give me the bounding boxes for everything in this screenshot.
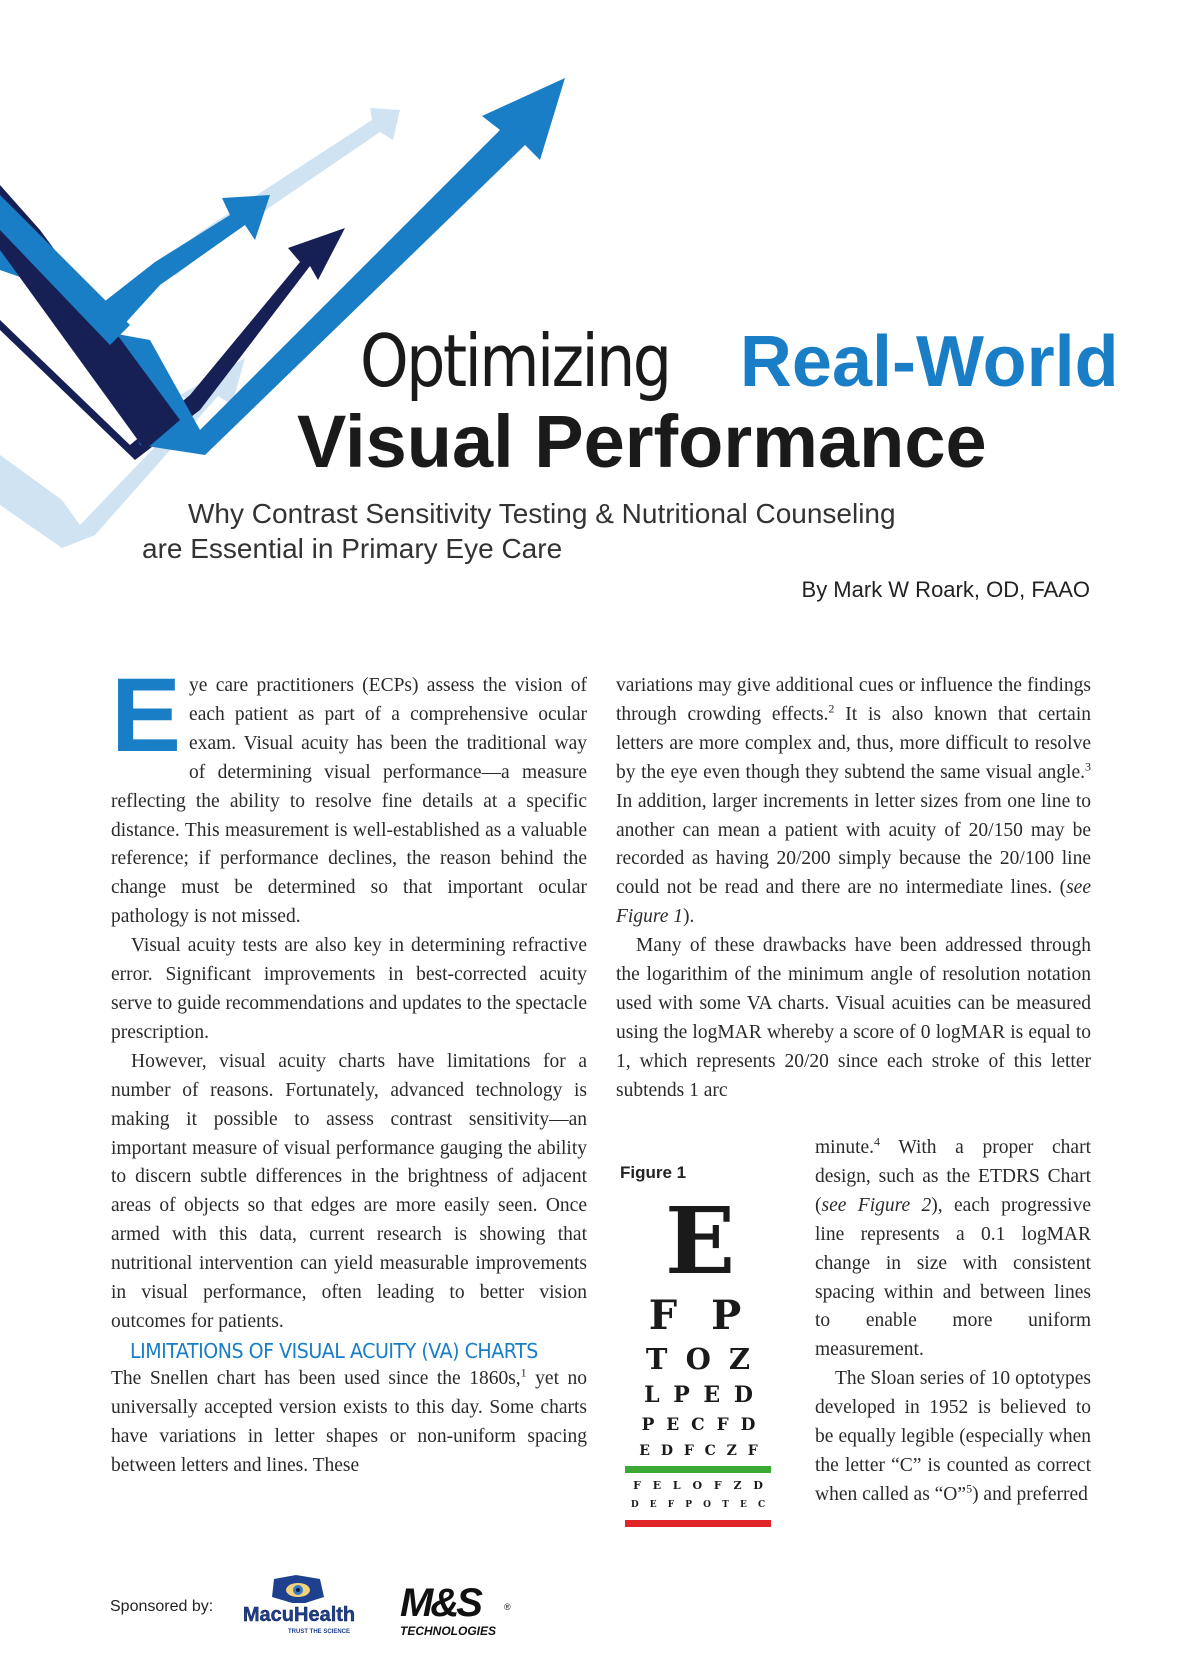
paragraph-1: Eye care practitioners (ECPs) assess the vision of each patient as part of a comprehensive ocular exam. Visual acuity has been the traditional way of determining visual performance—a measure reflecting the ability to resolve fine details at a specific distance. This measurement is well-established as a valuable reference; if performance declines, the reason behind the change must be determined so that important ocular pathology is not missed. <box>111 657 587 928</box>
svg-text:TRUST THE SCIENCE: TRUST THE SCIENCE <box>287 1629 351 1635</box>
svg-text:TECHNOLOGIES: TECHNOLOGIES <box>400 1624 497 1638</box>
snellen-eye-chart <box>620 1187 780 1540</box>
section-heading: LIMITATIONS OF VISUAL ACUITY (VA) CHARTS <box>130 1338 538 1363</box>
figure-label: Figure 1 <box>620 1163 687 1182</box>
svg-text:M&S: M&S <box>400 1581 480 1625</box>
sponsor-label: Sponsored by: <box>110 1598 214 1615</box>
title-dark-word: Optimizing <box>360 319 670 403</box>
chart-green-bar <box>625 1466 771 1473</box>
article-title-line1 <box>360 319 1119 403</box>
subtitle-line2: are Essential in Primary Eye Care <box>142 533 563 564</box>
author-byline: By Mark W Roark, OD, FAAO <box>801 577 1090 602</box>
svg-text:MacuHealth: MacuHealth <box>242 1604 356 1626</box>
chart-row-6: E D F C Z F <box>639 1443 761 1459</box>
drop-cap: E <box>111 657 182 774</box>
chart-row-5: P E C F D <box>641 1415 759 1435</box>
chart-red-bar <box>625 1520 771 1527</box>
chart-row-3: T O Z <box>645 1342 755 1376</box>
chart-row-7: F E L O F Z D <box>633 1479 767 1492</box>
chart-row-8: D E F P O T E C <box>630 1500 770 1510</box>
right-column-top <box>616 672 1091 1106</box>
paragraph-2: Visual acuity tests are also key in determining refractive error. Significant improvements in best-corrected acuity serve to guide recommendations and updates to the spectacle prescription. <box>111 935 587 1043</box>
paragraph-5: variations may give additional cues or influence the findings through crowding effects.$^2$ It is also known that certain letters are more complex and, thus, more difficult to resolve by the eye even though they subtend the same visual angle.$^3$ In addition, larger increments in letter sizes from one line to another can mean a patient with acuity of 20/150 may be recorded as having 20/200 simply because the 20/100 line could not be read and there are no intermediate lines. (see Figure 1). <box>616 675 1091 928</box>
left-column <box>111 657 587 1480</box>
paragraph-3: However, visual acuity charts have limitations for a number of reasons. Fortunately, advanced technology is making it possible to assess contrast sensitivity—an important measure of visual performance gauging the ability to discern subtle differences in the brightness of adjacent areas of objects so that edges are more easily seen. Once armed with this data, current research is showing that nutritional intervention can yield measurable improvements in visual performance, often leading to better vision outcomes for patients. <box>111 1050 587 1332</box>
chart-row-4: L P E D <box>644 1382 756 1408</box>
paragraph-4: The Snellen chart has been used since the 1860s,$^1$ yet no universally accepted version exists to this day. Some charts have variations in letter shapes or non-uniform spacing between letters and lines. These <box>111 1365 587 1476</box>
right-column-bottom <box>815 1134 1091 1510</box>
ms-technologies-logo <box>396 1580 514 1640</box>
paragraph-7: The Sloan series of 10 optotypes developed in 1952 is believed to be equally legible (especially when the letter “C” is counted as correct when called as “O”$^5$) and preferred <box>815 1368 1091 1505</box>
paragraph-6: Many of these drawbacks have been addressed through the logarithim of the minimum angle of resolution notation used with some VA charts. Visual acuities can be measured using the logMAR whereby a score of 0 logMAR is equal to 1, which represents 20/20 since each stroke of this letter subtends 1 arc <box>616 935 1091 1101</box>
chart-row-1: E <box>664 1187 736 1295</box>
title-blue-word: Real-World <box>739 322 1119 402</box>
macuhealth-logo <box>234 1575 364 1637</box>
subtitle-line1: Why Contrast Sensitivity Testing & Nutritional Counseling <box>188 498 896 529</box>
chart-row-2: F P <box>648 1292 752 1339</box>
svg-text:®: ® <box>504 1602 511 1612</box>
paragraph-6-continued: minute.$^4$ With a proper chart design, such as the ETDRS Chart (see Figure 2), each progressive line represents a 0.1 logMAR change in size with consistent spacing within and between lines to enable more uniform measurement. <box>815 1134 1091 1361</box>
article-title-line2: Visual Performance <box>297 400 987 483</box>
